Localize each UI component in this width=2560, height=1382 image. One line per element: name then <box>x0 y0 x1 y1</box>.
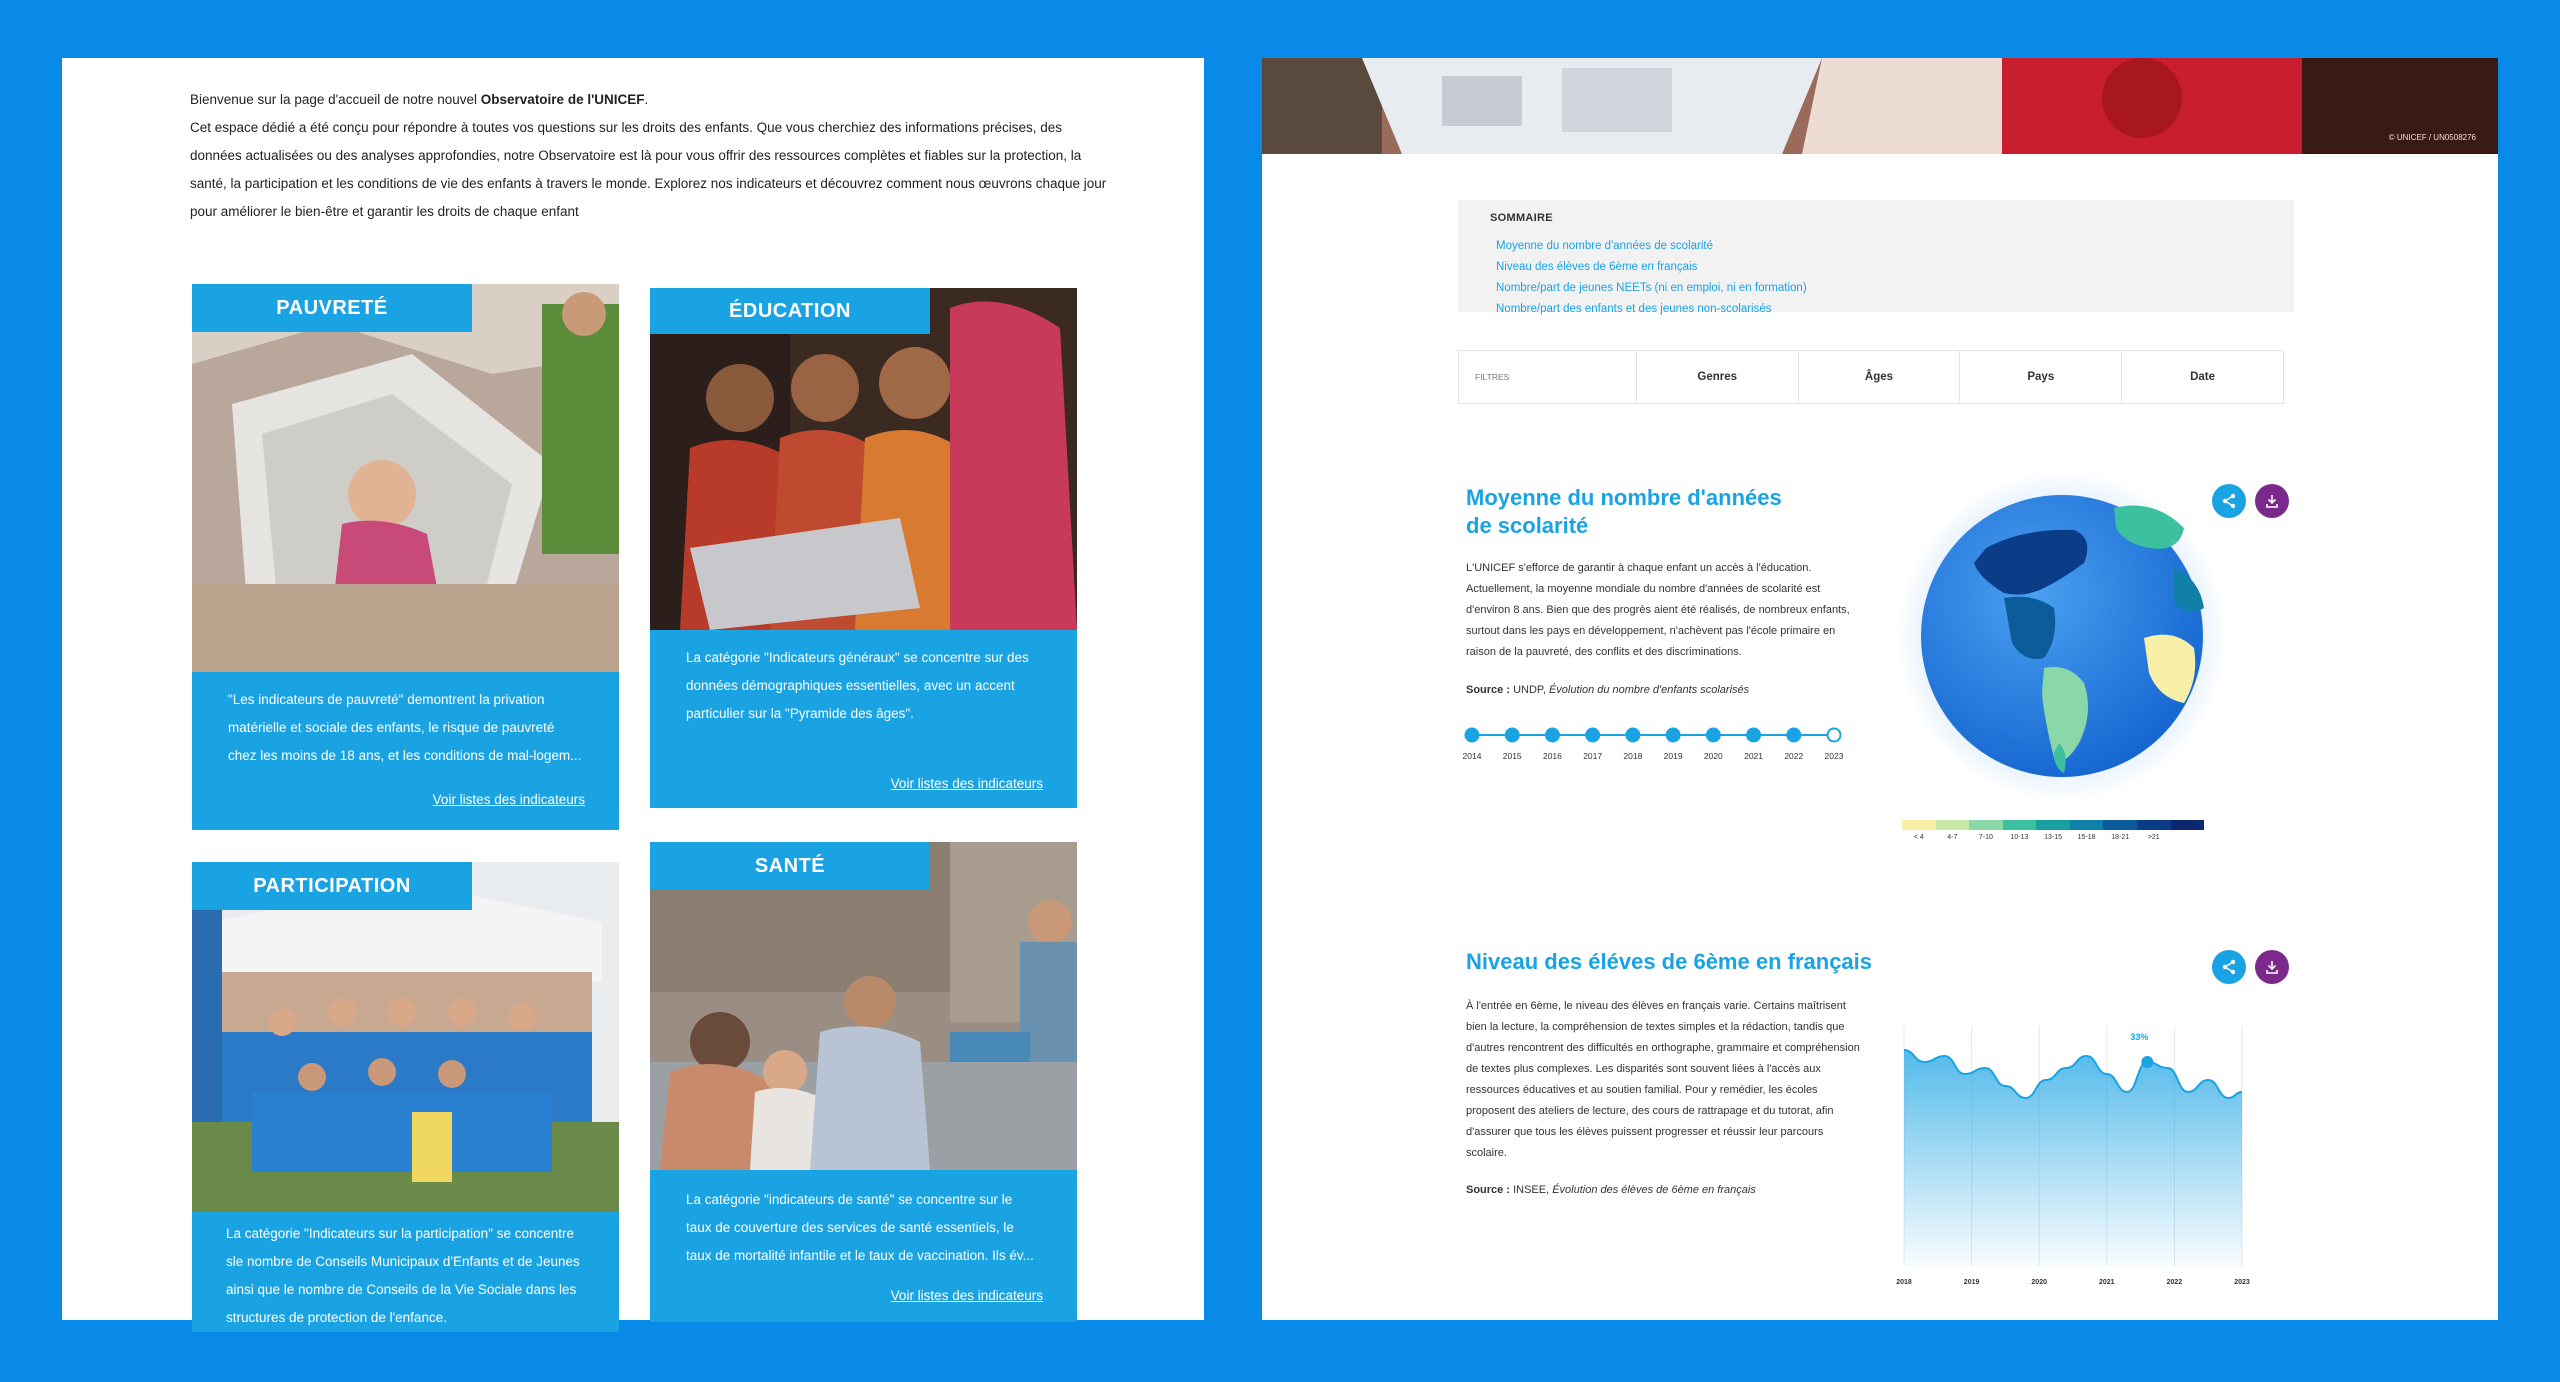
legend-label: 7-10 <box>1978 834 1993 841</box>
timeline-year-label: 2021 <box>1744 751 1764 761</box>
x-tick-label: 2020 <box>2031 1279 2047 1286</box>
filters-bar <box>1458 350 2284 404</box>
intro-paragraph: Cet espace dédié a été conçu pour répondre à toutes vos questions sur les droits des enfants. Que vous cherchiez des informations précises, des données actualisées ou des analyses approfondies, notre Observatoire est là pour vous offrir des ressources complètes et fiables sur la protection, la santé, la participation et les conditions de vie des enfants à travers le monde. Explorez nos indicateurs et découvrez comment nous œuvrons chaque jour pour améliorer le bien-être et garantir les droits de chaque enfant <box>190 120 1107 219</box>
card-link-education[interactable]: Voir listes des indicateurs <box>890 776 1043 791</box>
section2-title: Niveau des éléves de 6ème en français <box>1466 949 1873 974</box>
summary-link-annees-scolarite[interactable]: Moyenne du nombre d'années de scolarité <box>1496 240 1714 252</box>
filter-genres[interactable]: Genres <box>1637 351 1799 403</box>
summary-link-niveau-francais[interactable]: Niveau des élèves de 6ème en français <box>1496 261 1698 273</box>
card-tag-participation: PARTICIPATION <box>192 862 472 910</box>
x-tick-label: 2019 <box>1963 1279 1980 1286</box>
card-desc-pauvrete: "Les indicateurs de pauvreté" demontrent la privation matérielle et sociale des enfants, le risque de pauvreté chez les moins de 18 ans, et les conditions de mal-logem... <box>228 692 582 763</box>
card-desc-sante: La catégorie "indicateurs de santé" se concentre sur le taux de couverture des services de santé essentiels, le taux de mortalité infantile et le taux de vaccination. Ils év... <box>686 1192 1034 1263</box>
timeline-year-label: 2020 <box>1703 751 1723 761</box>
card-link-pauvrete[interactable]: Voir listes des indicateurs <box>432 792 585 807</box>
timeline-year-label: 2016 <box>1542 751 1562 761</box>
section2-share-button[interactable] <box>2212 950 2246 984</box>
download-icon <box>2264 493 2280 509</box>
timeline-year-label: 2019 <box>1663 751 1683 761</box>
download-icon <box>2264 959 2280 975</box>
timeline-dot-2018[interactable] <box>1626 729 1639 742</box>
timeline-year-label: 2015 <box>1502 751 1522 761</box>
card-sante[interactable] <box>650 842 1077 1322</box>
legend-swatch <box>2036 820 2070 830</box>
summary-link-non-scolarises[interactable]: Nombre/part des enfants et des jeunes non-scolarisés <box>1496 303 1772 315</box>
section2-text: À l'entrée en 6ème, le niveau des élèves en français varie. Certains maîtrisent bien la lecture, la compréhension de textes simples et la rédaction, tandis que d'autres rencontrent des difficultés en orthographe, grammaire et compréhension de textes plus complexes. Les disparités sont souvent liées à l'accès aux ressources éducatives et au soutien familial. Pour y remédier, les écoles proposent des ateliers de lecture, des cours de rattrapage et du tutorat, afin d'assurer que tous les élèves puissent progresser et réussir leur parcours scolaire. <box>1466 1000 1860 1159</box>
timeline-dot-2020[interactable] <box>1707 729 1720 742</box>
hero-banner <box>1262 58 2498 154</box>
timeline-dot-2021[interactable] <box>1747 729 1760 742</box>
highlight-label: 33% <box>2130 1032 2149 1042</box>
participation-photo <box>192 862 619 1212</box>
summary-link-neets[interactable]: Nombre/part de jeunes NEETs (ni en emploi, ni en formation) <box>1496 282 1807 294</box>
timeline-dot-2016[interactable] <box>1546 729 1559 742</box>
intro-text: Bienvenue sur la page d'accueil de notre nouvel Observatoire de l'UNICEF. Cet espace dédié a été conçu pour répondre à toutes vos questions sur les droits des enfants. Que vous cherchiez des informations précises, des données actualisées ou des analyses approfondies, notre Observatoire est là pour vous offrir des ressources complètes et fiables sur la protection, la santé, la participation et les conditions de vie des enfants à travers le monde. Explorez nos indicateurs et découvrez comment nous œuvrons chaque jour pour améliorer le bien-être et garantir les droits de chaque enfant <box>190 86 1110 226</box>
legend-swatch <box>1936 820 1970 830</box>
sante-photo <box>650 842 1077 1170</box>
summary-box <box>1458 200 2294 315</box>
right-panel <box>1262 58 2498 1320</box>
legend-label <box>2171 834 2205 841</box>
filter-ages[interactable]: Âges <box>1799 351 1961 403</box>
legend-label: 15-18 <box>2077 834 2096 841</box>
filter-date[interactable]: Date <box>2190 371 2216 383</box>
legend-label: 10-13 <box>2010 834 2029 841</box>
timeline-dot-2015[interactable] <box>1506 729 1519 742</box>
card-tag-sante: SANTÉ <box>650 842 930 890</box>
card-desc-participation: La catégorie "Indicateurs sur la participation" se concentre sle nombre de Conseils Municipaux d'Enfants et de Jeunes ainsi que le nombre de Conseils de la Vie Sociale dans les structures de protection de l'enfance. <box>226 1226 580 1325</box>
highlight-point[interactable] <box>2141 1056 2153 1068</box>
card-tag-pauvrete: PAUVRETÉ <box>192 284 472 332</box>
timeline-dot-2023[interactable] <box>1828 729 1841 742</box>
legend-label: 13-15 <box>2044 834 2062 841</box>
section1-title: Moyenne du nombre d'années de scolarité <box>1466 485 1782 538</box>
card-link-sante[interactable]: Voir listes des indicateurs <box>890 1288 1043 1303</box>
x-tick-label: 2023 <box>2234 1279 2250 1286</box>
pauvrete-photo <box>192 284 619 672</box>
card-tag-education: ÉDUCATION <box>650 288 930 334</box>
left-panel <box>62 58 1204 1325</box>
legend-swatch <box>1969 820 2003 830</box>
timeline-dot-2019[interactable] <box>1667 729 1680 742</box>
education-photo <box>650 288 1077 630</box>
section1-download-button[interactable] <box>2255 484 2289 518</box>
legend-swatch <box>2103 820 2137 830</box>
legend-label: < 4 <box>1913 834 1924 841</box>
section1-text: L'UNICEF s'efforce de garantir à chaque enfant un accès à l'éducation. Actuellement, la moyenne mondiale du nombre d'années de scolarité est d'environ 8 ans. Bien que des progrès aient été réalisés, de nombreux enfants, surtout dans les pays en développement, n'achèvent pas l'école primaire en raison de la pauvreté, des conflits et des discriminations. <box>1466 562 1850 658</box>
timeline-year-label: 2017 <box>1583 751 1603 761</box>
legend-label: >21 <box>2147 834 2160 841</box>
card-desc-education: La catégorie "Indicateurs généraux" se concentre sur des données démographiques essentielles, avec un accent particulier sur la "Pyramide des âges". <box>686 650 1029 721</box>
niveau-francais-chart[interactable] <box>1898 1016 2258 1296</box>
section2-download-button[interactable] <box>2255 950 2289 984</box>
legend-label: 18-21 <box>2111 834 2130 841</box>
timeline-dot-2017[interactable] <box>1586 729 1599 742</box>
legend-label: 4-7 <box>1947 834 1958 841</box>
timeline-year-label: 2023 <box>1824 751 1844 761</box>
section2-source: Source : INSEE, Évolution des élèves de 6ème en français <box>1466 1184 1756 1196</box>
x-tick-label: 2022 <box>2166 1279 2183 1286</box>
map-legend <box>1902 820 2204 841</box>
share-icon <box>2221 959 2237 975</box>
timeline-year-label: 2022 <box>1784 751 1804 761</box>
card-education[interactable] <box>650 288 1077 808</box>
timeline-dot-2022[interactable] <box>1787 729 1800 742</box>
x-tick-label: 2021 <box>2099 1279 2115 1286</box>
filters-label: FILTRES <box>1459 351 1637 403</box>
legend-swatch <box>2171 820 2205 830</box>
timeline-year-label: 2014 <box>1462 751 1482 761</box>
world-globe[interactable] <box>1894 468 2230 804</box>
hero-credit: © UNICEF / UN0508276 <box>2388 133 2476 142</box>
legend-swatch <box>1902 820 1936 830</box>
series-area <box>1904 1050 2242 1266</box>
year-timeline[interactable] <box>1462 724 1844 764</box>
card-pauvrete[interactable] <box>192 284 619 830</box>
legend-swatch <box>2003 820 2037 830</box>
summary-title: SOMMAIRE <box>1490 212 1553 224</box>
legend-swatch <box>2070 820 2104 830</box>
timeline-dot-2014[interactable] <box>1466 729 1479 742</box>
filter-pays[interactable]: Pays <box>1960 351 2122 403</box>
x-tick-label: 2018 <box>1896 1279 1912 1286</box>
legend-swatch <box>2137 820 2171 830</box>
timeline-year-label: 2018 <box>1623 751 1643 761</box>
card-participation[interactable] <box>192 862 619 1332</box>
section1-source: Source : UNDP, Évolution du nombre d'enfants scolarisés <box>1466 684 1750 696</box>
observatoire-name: Observatoire de l'UNICEF <box>480 92 645 107</box>
